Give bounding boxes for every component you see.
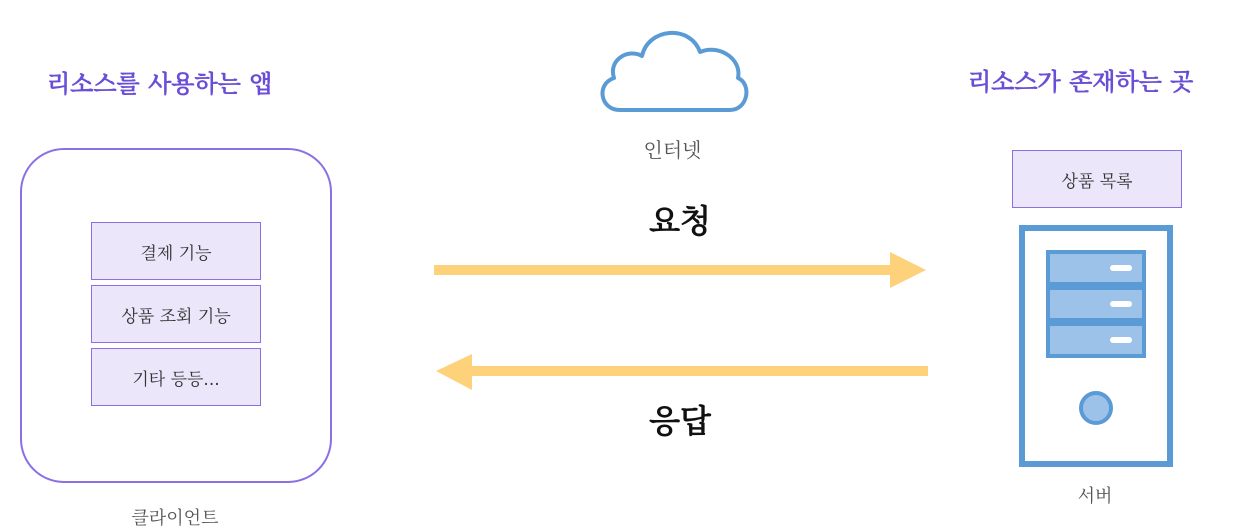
internet-label: 인터넷: [643, 138, 702, 162]
response-arrow: [432, 352, 932, 392]
cloud-icon: [592, 18, 752, 118]
response-label: 응답: [649, 402, 711, 440]
request-label: 요청: [649, 202, 711, 240]
client-label: 클라이언트: [131, 508, 219, 529]
request-arrow: [432, 250, 932, 290]
client-heading: 리소스를 사용하는 앱: [47, 70, 273, 98]
server-heading: 리소스가 존재하는 곳: [968, 68, 1194, 96]
server-label: 서버: [1077, 486, 1113, 507]
resource-product-list: 상품 목록: [1012, 150, 1182, 208]
feature-payment: 결제 기능: [91, 222, 261, 280]
server-icon: [1018, 224, 1174, 468]
feature-product-lookup: 상품 조회 기능: [91, 285, 261, 343]
feature-etc: 기타 등등...: [91, 348, 261, 406]
